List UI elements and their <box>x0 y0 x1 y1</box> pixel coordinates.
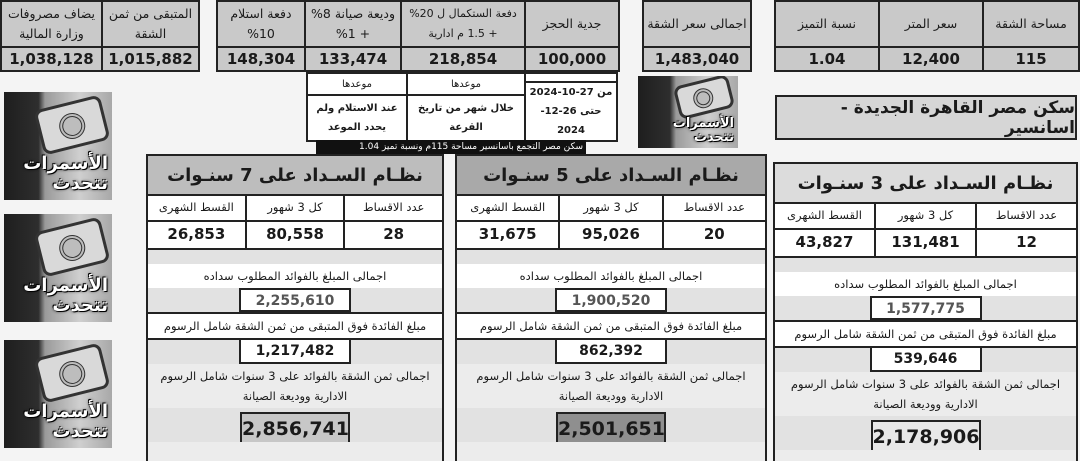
maintenance-deposit-column <box>304 2 400 70</box>
reservation-column <box>524 2 618 70</box>
remaining-price-column <box>101 2 198 70</box>
monthly-installment-value: 26,853 <box>167 225 226 243</box>
payments-table <box>216 0 620 72</box>
total-price-label: اجمالى سعر الشقة <box>644 2 750 48</box>
total-with-interest-value: 1,900,520 <box>555 288 667 312</box>
plan-title: نظـام السـداد على 3 سنـوات <box>775 164 1076 204</box>
ministry-remaining-table <box>0 0 200 72</box>
quarterly-header: كل 3 شهور <box>558 196 661 220</box>
watermark-logo <box>4 92 112 200</box>
monthly-installment-header: القسط الشهرى <box>470 200 546 214</box>
handover-payment-value: 148,304 <box>226 50 296 68</box>
plan-7-years <box>146 154 444 461</box>
installments-count-value: 20 <box>662 222 765 248</box>
quarterly-value: 95,026 <box>558 222 661 248</box>
monthly-installment-header: القسط الشهرى <box>158 200 234 214</box>
plan-3-years <box>773 162 1078 461</box>
plan-headers <box>148 196 442 222</box>
handover-payment-column <box>218 2 304 70</box>
quarterly-header: كل 3 شهور <box>245 196 344 220</box>
installments-count-header: عدد الاقساط <box>662 196 765 220</box>
total-price-value: 1,483,040 <box>654 50 740 68</box>
premium-ratio-column <box>776 2 878 70</box>
unit-area-label: مساحة الشقة <box>984 2 1078 48</box>
interest-amount-value: 1,217,482 <box>239 340 351 364</box>
unit-area-value: 115 <box>1015 50 1047 68</box>
ministry-fees-label: يضاف مصروفات وزارة المالية <box>2 2 101 48</box>
camera-icon <box>33 216 110 277</box>
completion-payment-column <box>400 2 524 70</box>
final-price-value: 2,178,906 <box>871 420 981 450</box>
schedule-head <box>526 74 616 83</box>
interest-amount-label: مبلغ الفائدة فوق المتبقى من ثمن الشقة شامل الرسوم <box>775 320 1076 348</box>
total-with-interest-value: 1,577,775 <box>870 296 982 320</box>
camera-icon <box>673 76 736 120</box>
installments-count-header: عدد الاقساط <box>343 196 442 220</box>
camera-icon <box>33 94 110 155</box>
schedule-completion <box>406 74 524 140</box>
plan-headers <box>457 196 765 222</box>
plan-5-years <box>455 154 767 461</box>
schedule-handover <box>308 74 406 140</box>
interest-amount-value: 539,646 <box>870 348 982 372</box>
payment-schedule-table <box>306 72 618 142</box>
premium-ratio-value: 1.04 <box>808 50 846 68</box>
plan-values <box>775 230 1076 258</box>
monthly-installment-header: القسط الشهرى <box>787 208 862 222</box>
remaining-price-label: المتبقى من ثمن الشقة <box>103 2 198 48</box>
completion-payment-value: 218,854 <box>428 50 498 68</box>
premium-ratio-label: نسبة التميز <box>776 2 878 48</box>
interest-amount-value: 862,392 <box>555 340 667 364</box>
final-price-label: اجمالى ثمن الشقة بالفوائد على 3 سنوات شامل الرسوم الادارية ووديعة الصيانة <box>457 364 765 408</box>
unit-caption: سكن مصر التجمع باسانسير مساحة 115م ونسبة تميز 1.04 <box>316 140 586 154</box>
completion-payment-label: دفعة الستكمال ل 20% + 1.5 م ادارية <box>402 2 524 48</box>
meter-price-value: 12,400 <box>902 50 960 68</box>
schedule-head: موعدها <box>408 74 524 96</box>
project-title: سكن مصر القاهرة الجديدة - اسانسير <box>775 95 1077 140</box>
quarterly-value: 131,481 <box>874 230 975 256</box>
ministry-fees-value: 1,038,128 <box>9 50 94 68</box>
schedule-body: عند الاستلام ولم يحدد الموعد <box>316 103 398 133</box>
meter-price-label: سعر المتر <box>880 2 982 48</box>
schedule-head: موعدها <box>308 74 406 96</box>
total-price-table <box>642 0 752 72</box>
final-price-label: اجمالى ثمن الشقة بالفوائد على 3 سنوات شامل الرسوم الادارية ووديعة الصيانة <box>775 372 1076 416</box>
plan-title: نظـام السـداد على 7 سنـوات <box>148 156 442 196</box>
quarterly-header: كل 3 شهور <box>874 204 975 228</box>
camera-icon <box>33 342 110 403</box>
final-price-label: اجمالى ثمن الشقة بالفوائد على 3 سنوات شامل الرسوم الادارية ووديعة الصيانة <box>148 364 442 408</box>
watermark-logo <box>4 214 112 322</box>
meter-price-column <box>878 2 982 70</box>
schedule-reservation <box>524 74 616 140</box>
unit-area-column <box>982 2 1078 70</box>
installments-count-header: عدد الاقساط <box>975 204 1076 228</box>
plan-values <box>148 222 442 250</box>
total-with-interest-label: اجمالى المبلغ بالفوائد المطلوب سداده <box>775 272 1076 296</box>
final-price-value: 2,856,741 <box>240 412 350 442</box>
watermark-logo <box>638 76 738 148</box>
maintenance-deposit-value: 133,474 <box>318 50 388 68</box>
plan-values <box>457 222 765 250</box>
unit-specs-table <box>774 0 1080 72</box>
logo-text: الأسمرات تتحدث <box>23 401 108 442</box>
total-with-interest-label: اجمالى المبلغ بالفوائد المطلوب سداده <box>457 264 765 288</box>
plan-title: نظـام السـداد على 5 سنـوات <box>457 156 765 196</box>
installments-count-value: 12 <box>975 230 1076 256</box>
handover-payment-label: دفعة استلام 10% <box>218 2 304 48</box>
schedule-body: خلال شهر من تاريخ القرعة <box>418 103 514 133</box>
total-with-interest-value: 2,255,610 <box>239 288 351 312</box>
reservation-value: 100,000 <box>537 50 607 68</box>
interest-amount-label: مبلغ الفائدة فوق المتبقى من ثمن الشقة شامل الرسوم <box>457 312 765 340</box>
interest-amount-label: مبلغ الفائدة فوق المتبقى من ثمن الشقة شامل الرسوم <box>148 312 442 340</box>
remaining-price-value: 1,015,882 <box>108 50 193 68</box>
logo-text: الأسمرات تتحدث <box>23 275 108 316</box>
schedule-body: من 27-10-2024 حتى 26-12-2024 <box>529 87 613 136</box>
final-price-value: 2,501,651 <box>556 412 666 442</box>
monthly-installment-value: 43,827 <box>795 233 854 251</box>
logo-text: الأسمرات تتحدث <box>672 116 734 145</box>
maintenance-deposit-label: وديعة صيانة 8% + 1% <box>306 2 400 48</box>
logo-text: الأسمرات تتحدث <box>23 153 108 194</box>
monthly-installment-value: 31,675 <box>478 225 537 243</box>
watermark-logo <box>4 340 112 448</box>
installments-count-value: 28 <box>343 222 442 248</box>
total-with-interest-label: اجمالى المبلغ بالفوائد المطلوب سداده <box>148 264 442 288</box>
reservation-label: جدية الحجز <box>526 2 618 48</box>
quarterly-value: 80,558 <box>245 222 344 248</box>
plan-headers <box>775 204 1076 230</box>
total-price-column <box>644 2 750 70</box>
ministry-fees-column <box>2 2 101 70</box>
